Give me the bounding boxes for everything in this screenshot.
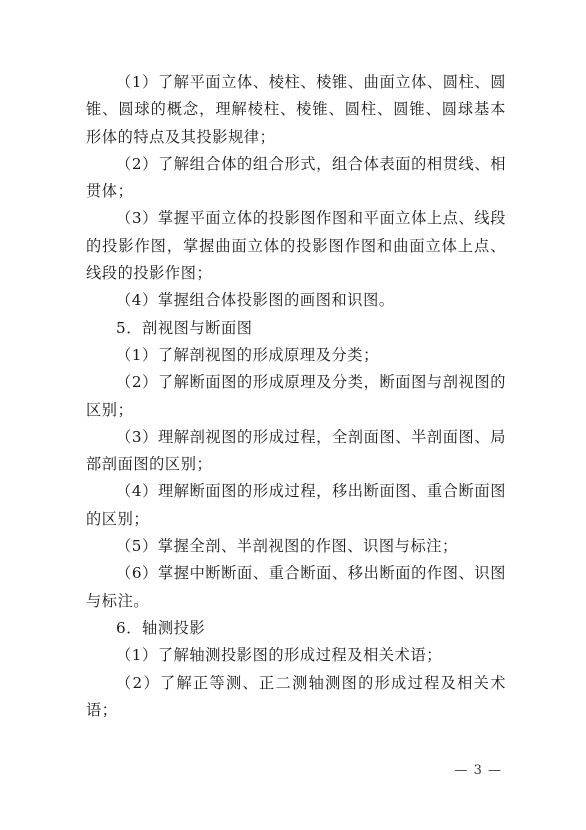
paragraph-item: （4）掌握组合体投影图的画图和识图。 <box>116 291 395 310</box>
paragraph-item: （2）了解断面图的形成原理及分类，断面图与剖视图的区别； <box>86 373 506 419</box>
paragraph-item: （6）掌握中断断面、重合断面、移出断面的作图、识图与标注。 <box>86 564 506 610</box>
section-heading: 6．轴测投影 <box>116 618 206 637</box>
paragraph-item: （3）掌握平面立体的投影图作图和平面立体上点、线段的投影作图，掌握曲面立体的投影图作图和曲面立体上点、线段的投影作图； <box>86 209 506 283</box>
paragraph-item: （5）掌握全剖、半剖视图的作图、识图与标注； <box>116 537 458 556</box>
section-heading: 5．剖视图与断面图 <box>116 318 253 337</box>
paragraph-item: （2）了解正等测、正二测轴测图的形成过程及相关术语； <box>86 673 506 719</box>
paragraph-item: （3）理解剖视图的形成过程，全剖面图、半剖面图、局部剖面图的区别； <box>86 427 506 474</box>
paragraph-item: （1）了解轴测投影图的形成过程及相关术语； <box>116 646 443 665</box>
page-number: — 3 — <box>454 763 502 778</box>
paragraph-item: （1）了解剖视图的形成原理及分类； <box>116 345 379 364</box>
page-content <box>86 69 506 724</box>
paragraph-item: （2）了解组合体的组合形式，组合体表面的相贯线、相贯体； <box>86 154 506 201</box>
paragraph-item: （4）理解断面图的形成过程，移出断面图、重合断面图的区别； <box>86 482 506 528</box>
paragraph-item: （1）了解平面立体、棱柱、棱锥、曲面立体、圆柱、圆锥、圆球的概念，理解棱柱、棱锥、圆柱、圆锥、圆球基本形体的特点及其投影规律； <box>86 73 506 146</box>
